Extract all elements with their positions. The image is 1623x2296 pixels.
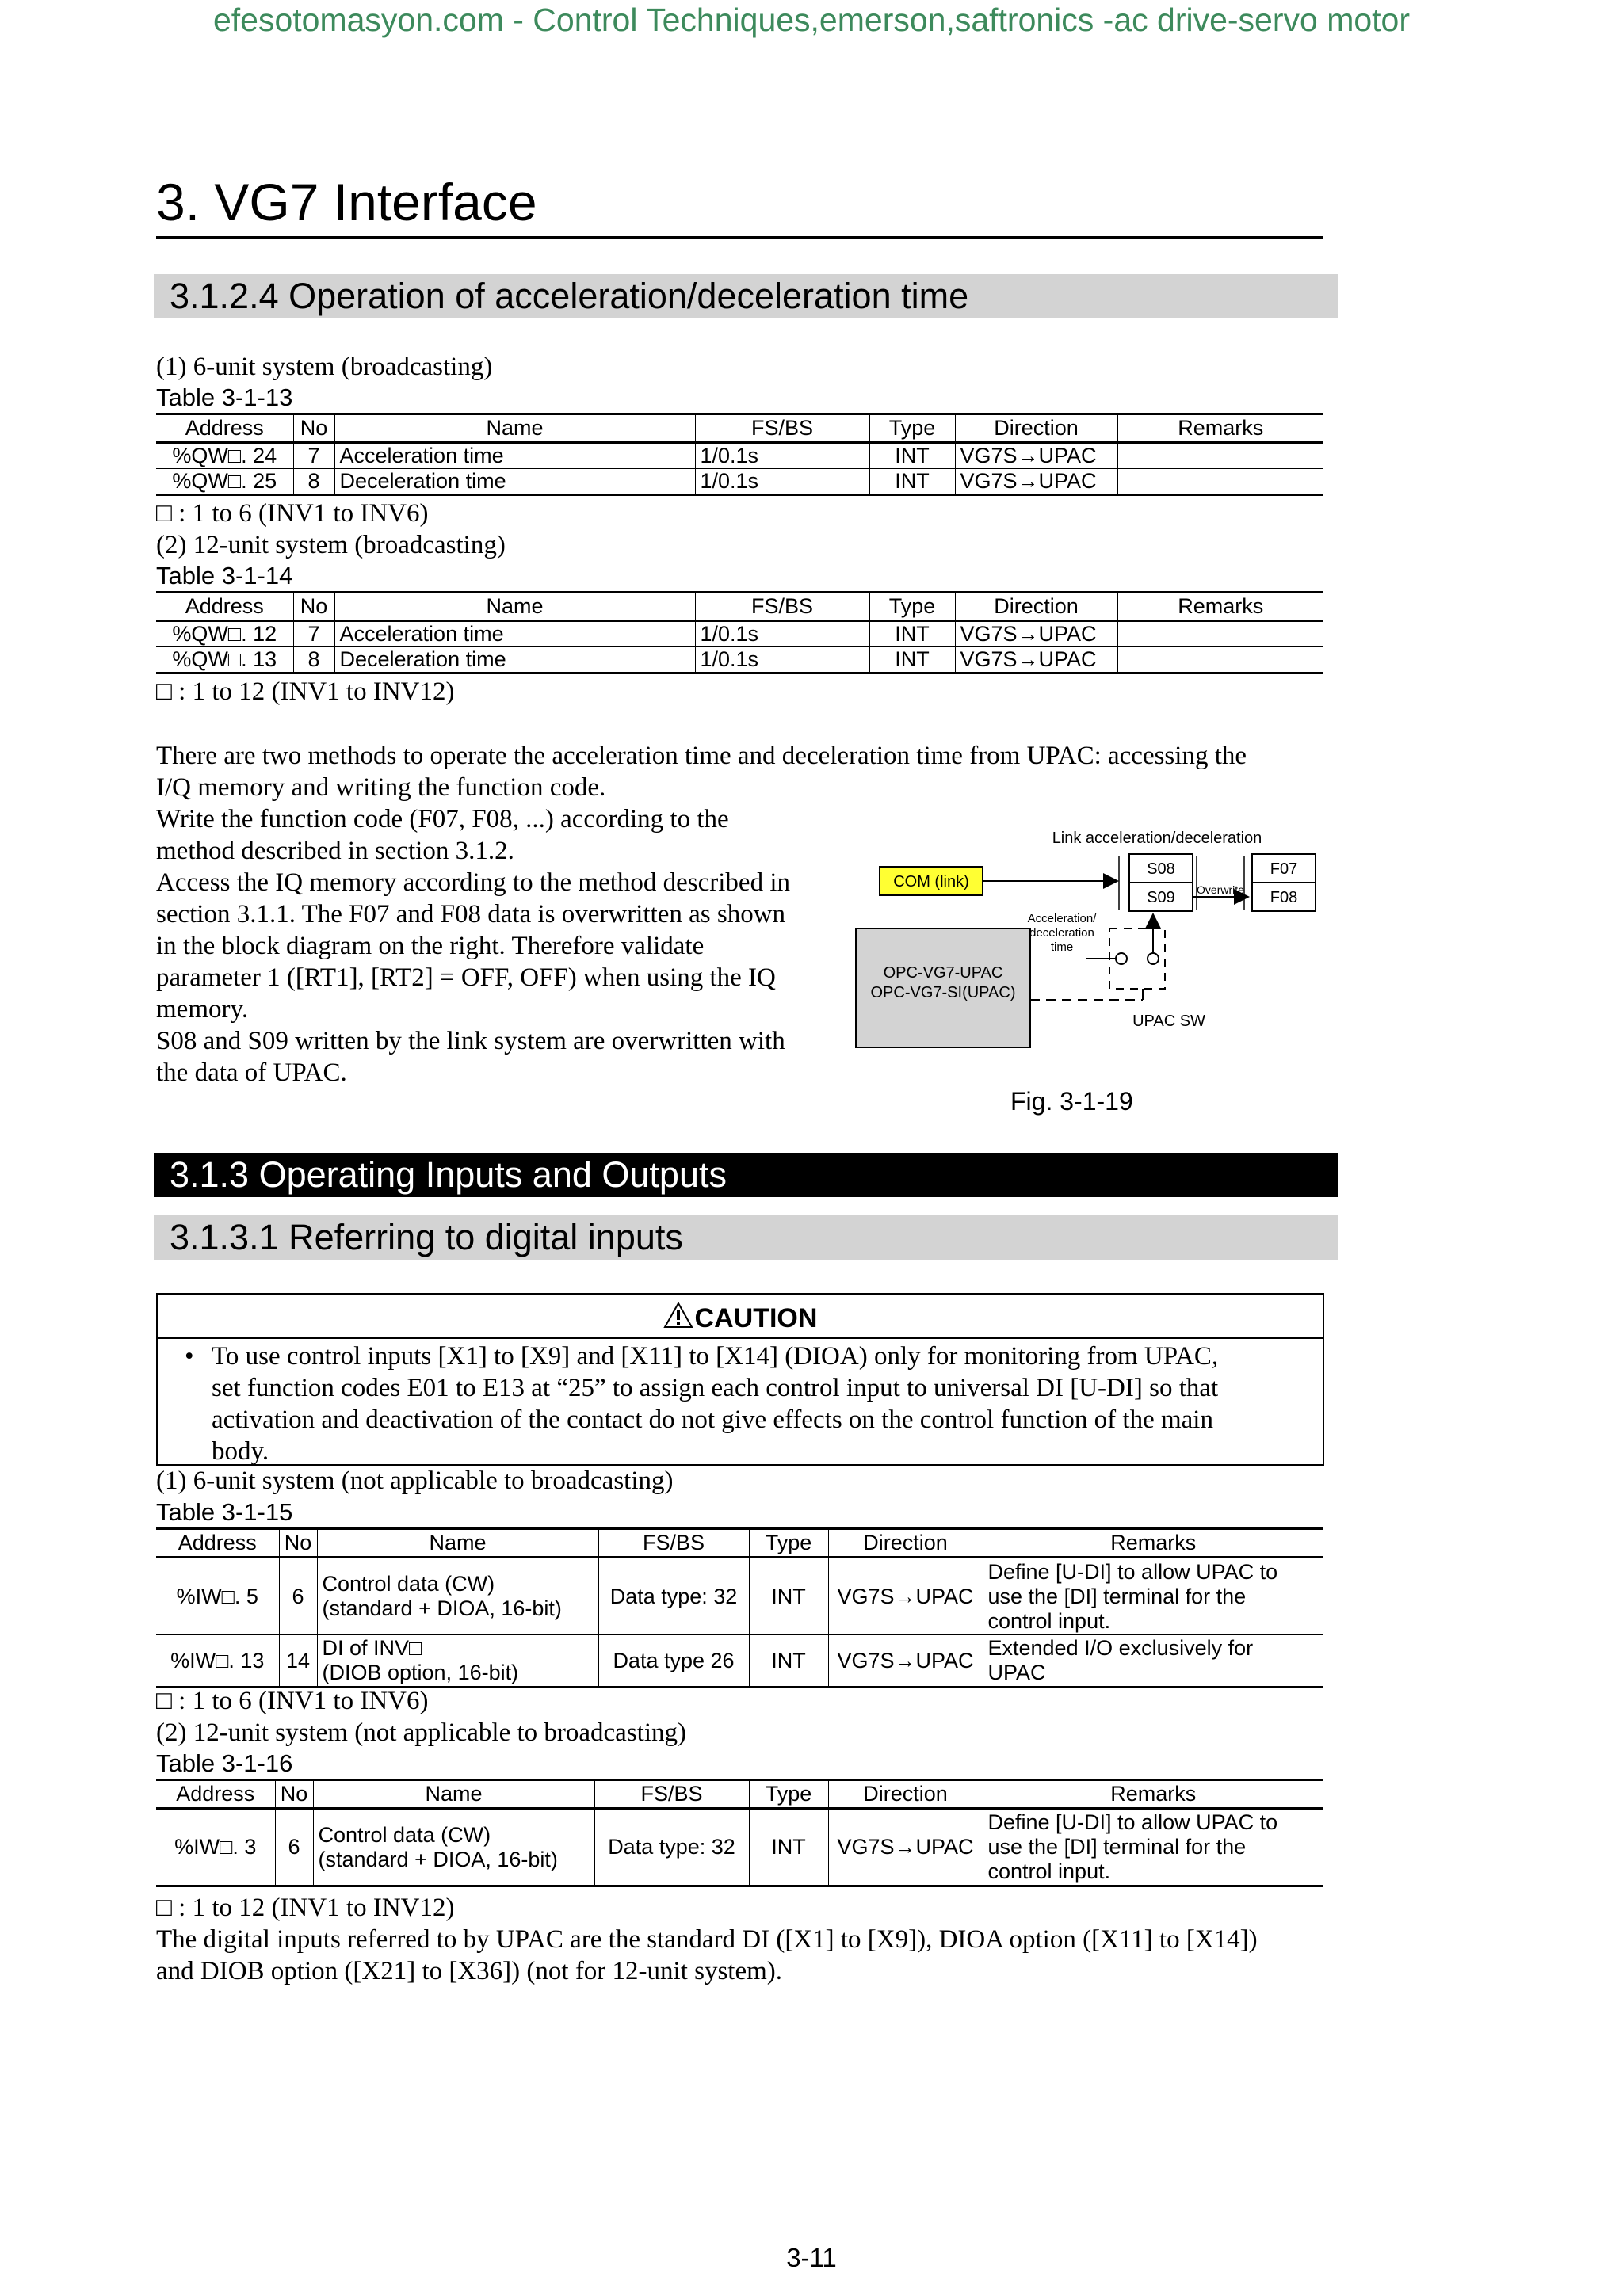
table-cell: INT	[749, 1558, 828, 1635]
table-cell: 6	[275, 1809, 313, 1886]
col-header: Remarks	[1117, 593, 1323, 621]
col-header: Direction	[955, 414, 1117, 443]
col-header: Remarks	[1117, 414, 1323, 443]
col-header: Type	[869, 593, 955, 621]
table-cell	[313, 1809, 594, 1886]
table-cell: 1/0.1s	[695, 647, 869, 673]
table-row	[156, 1635, 1323, 1688]
table-cell: VG7S→UPAC	[828, 1635, 983, 1688]
cell-line: Control data (CW)	[322, 1572, 495, 1596]
table-cell: Deceleration time	[334, 469, 695, 495]
table-cell: %QW□. 12	[156, 621, 293, 647]
col-header: Direction	[955, 593, 1117, 621]
warning-icon	[663, 1302, 693, 1329]
paragraph-line: Access the IQ memory according to the method described in	[156, 868, 790, 897]
paragraph-line: parameter 1 ([RT1], [RT2] = OFF, OFF) when using the IQ	[156, 963, 776, 992]
table-cell: INT	[869, 621, 955, 647]
col-header: Name	[334, 414, 695, 443]
table-row	[156, 469, 1323, 495]
f07-label: F07	[1270, 860, 1298, 878]
section-heading-io: 3.1.3 Operating Inputs and Outputs	[154, 1153, 1338, 1197]
caution-line: body.	[212, 1437, 269, 1466]
paragraph-line: Write the function code (F07, F08, ...) according to the	[156, 805, 729, 833]
subheading-12-unit-io: (2) 12-unit system (not applicable to broadcasting)	[156, 1718, 686, 1747]
accel-label-1: Acceleration/	[1027, 912, 1097, 925]
paragraph-line: the data of UPAC.	[156, 1058, 347, 1087]
table-3-1-16	[156, 1779, 1323, 1887]
site-banner[interactable]: efesotomasyon.com - Control Techniques,emerson,saftronics -ac drive-servo motor	[212, 2, 1411, 38]
table-3-1-15	[156, 1527, 1323, 1688]
table-cell: %IW□. 5	[156, 1558, 279, 1635]
table-caption-3-1-16: Table 3-1-16	[156, 1749, 293, 1777]
subheading-6-unit-io: (1) 6-unit system (not applicable to broadcasting)	[156, 1466, 674, 1495]
cell-line: control input.	[987, 1859, 1111, 1883]
table-cell: 8	[293, 469, 334, 495]
caution-title: CAUTION	[694, 1303, 818, 1333]
block-diagram	[848, 824, 1323, 1054]
table-cell: Deceleration time	[334, 647, 695, 673]
col-header: Type	[749, 1529, 828, 1558]
table-3-1-14	[156, 591, 1323, 674]
paragraph-line: The digital inputs referred to by UPAC are the standard DI ([X1] to [X9]), DIOA option ([X11] to [X14])	[156, 1925, 1258, 1954]
table-cell: INT	[749, 1809, 828, 1886]
caution-header	[158, 1295, 1323, 1339]
cell-line: DI of INV□	[322, 1636, 422, 1660]
table-cell	[317, 1558, 598, 1635]
table-row	[156, 443, 1323, 469]
table-caption-3-1-14: Table 3-1-14	[156, 562, 293, 589]
caution-line: To use control inputs [X1] to [X9] and [X11] to [X14] (DIOA) only for monitoring from UPAC,	[212, 1342, 1219, 1371]
table-cell: 14	[279, 1635, 317, 1688]
section-heading-accel: 3.1.2.4 Operation of acceleration/deceleration time	[154, 274, 1338, 318]
table-cell	[1117, 469, 1323, 495]
cell-line: Control data (CW)	[318, 1822, 491, 1847]
table-cell: INT	[869, 443, 955, 469]
paragraph-line: section 3.1.1. The F07 and F08 data is overwritten as shown	[156, 900, 786, 929]
table-row	[156, 1558, 1323, 1635]
col-header: Type	[869, 414, 955, 443]
table-cell: VG7S→UPAC	[828, 1809, 983, 1886]
cell-line: Define [U-DI] to allow UPAC to	[987, 1559, 1278, 1584]
figure-caption: Fig. 3-1-19	[1010, 1087, 1133, 1116]
table-3-1-13	[156, 413, 1323, 496]
cell-line: Define [U-DI] to allow UPAC to	[987, 1810, 1278, 1834]
cell-line: UPAC	[987, 1661, 1046, 1684]
bullet: •	[185, 1342, 194, 1371]
chapter-title: 3. VG7 Interface	[156, 168, 1323, 239]
col-header: Name	[334, 593, 695, 621]
paragraph-line: memory.	[156, 995, 249, 1024]
table-cell: VG7S→UPAC	[955, 647, 1117, 673]
table-cell: Data type: 32	[598, 1558, 749, 1635]
table-cell	[1117, 647, 1323, 673]
note-12-unit-io: □ : 1 to 12 (INV1 to INV12)	[156, 1894, 455, 1922]
upac-sw-label: UPAC SW	[1132, 1013, 1205, 1030]
col-header: Name	[313, 1780, 594, 1809]
table-cell: %QW□. 25	[156, 469, 293, 495]
cell-line: use the [DI] terminal for the	[987, 1584, 1247, 1608]
table-cell: Acceleration time	[334, 443, 695, 469]
table-cell: INT	[749, 1635, 828, 1688]
col-header: Type	[749, 1780, 828, 1809]
opc-label-2: OPC-VG7-SI(UPAC)	[870, 984, 1016, 1001]
cell-line: (standard + DIOA, 16-bit)	[318, 1847, 558, 1871]
accel-label-2: deceleration	[1029, 926, 1094, 940]
col-header: Address	[156, 1780, 275, 1809]
note-12-unit: □ : 1 to 12 (INV1 to INV12)	[156, 677, 455, 706]
table-caption-3-1-13: Table 3-1-13	[156, 383, 293, 411]
col-header: Remarks	[983, 1529, 1323, 1558]
cell-line: use the [DI] terminal for the	[987, 1835, 1247, 1859]
col-header: No	[293, 414, 334, 443]
col-header: Address	[156, 593, 293, 621]
note-6-unit-io: □ : 1 to 6 (INV1 to INV6)	[156, 1687, 429, 1715]
table-cell: 1/0.1s	[695, 443, 869, 469]
col-header: Direction	[828, 1780, 983, 1809]
table-cell: 8	[293, 647, 334, 673]
table-cell	[983, 1558, 1323, 1635]
cell-line: Extended I/O exclusively for	[987, 1636, 1254, 1660]
table-cell: %QW□. 24	[156, 443, 293, 469]
table-cell	[1117, 443, 1323, 469]
table-cell	[1117, 621, 1323, 647]
paragraph-line: method described in section 3.1.2.	[156, 837, 514, 865]
paragraph-line: in the block diagram on the right. Therefore validate	[156, 932, 705, 960]
caution-box	[156, 1293, 1324, 1466]
subsection-heading-digital-inputs: 3.1.3.1 Referring to digital inputs	[154, 1215, 1338, 1260]
table-cell: 7	[293, 621, 334, 647]
col-header: FS/BS	[594, 1780, 749, 1809]
table-cell: %QW□. 13	[156, 647, 293, 673]
subheading-6-unit: (1) 6-unit system (broadcasting)	[156, 353, 493, 381]
table-cell: 7	[293, 443, 334, 469]
s08-label: S08	[1147, 860, 1175, 878]
table-row	[156, 1809, 1323, 1886]
f08-label: F08	[1270, 889, 1298, 906]
table-cell: INT	[869, 469, 955, 495]
table-cell: Data type: 32	[594, 1809, 749, 1886]
subheading-12-unit: (2) 12-unit system (broadcasting)	[156, 531, 506, 559]
diagram-title: Link acceleration/deceleration	[1052, 830, 1262, 847]
table-cell	[317, 1635, 598, 1688]
col-header: Direction	[828, 1529, 983, 1558]
cell-line: (DIOB option, 16-bit)	[322, 1661, 519, 1684]
col-header: No	[275, 1780, 313, 1809]
caution-text	[185, 1341, 1299, 1467]
table-row	[156, 621, 1323, 647]
table-cell: VG7S→UPAC	[955, 621, 1117, 647]
table-row	[156, 647, 1323, 673]
table-cell: 1/0.1s	[695, 621, 869, 647]
page-number: 3-11	[786, 2243, 837, 2272]
cell-line: control input.	[987, 1608, 1111, 1633]
table-cell	[983, 1809, 1323, 1886]
table-cell: INT	[869, 647, 955, 673]
table-cell: VG7S→UPAC	[955, 443, 1117, 469]
col-header: Name	[317, 1529, 598, 1558]
col-header: No	[279, 1529, 317, 1558]
paragraph-line: S08 and S09 written by the link system are overwritten with	[156, 1027, 785, 1055]
table-cell: Acceleration time	[334, 621, 695, 647]
col-header: Address	[156, 414, 293, 443]
table-cell: VG7S→UPAC	[955, 469, 1117, 495]
s09-label: S09	[1147, 889, 1175, 906]
table-caption-3-1-15: Table 3-1-15	[156, 1498, 293, 1526]
caution-line: set function codes E01 to E13 at “25” to assign each control input to universal DI [U-DI] so that	[212, 1374, 1219, 1402]
col-header: No	[293, 593, 334, 621]
table-cell: 1/0.1s	[695, 469, 869, 495]
overwrite-label: Overwrite	[1197, 883, 1244, 896]
com-link-label: COM (link)	[893, 873, 969, 891]
table-cell: VG7S→UPAC	[828, 1558, 983, 1635]
accel-label-3: time	[1050, 940, 1074, 954]
paragraph-line: I/Q memory and writing the function code.	[156, 773, 606, 802]
col-header: Remarks	[983, 1780, 1323, 1809]
table-cell	[983, 1635, 1323, 1688]
paragraph-line: There are two methods to operate the acceleration time and deceleration time from UPAC: accessing the	[156, 742, 1247, 770]
table-cell: Data type 26	[598, 1635, 749, 1688]
caution-line: activation and deactivation of the contact do not give effects on the control function of the main	[212, 1405, 1213, 1434]
table-cell: 6	[279, 1558, 317, 1635]
col-header: FS/BS	[695, 414, 869, 443]
paragraph-line: and DIOB option ([X21] to [X36]) (not for 12-unit system).	[156, 1957, 783, 1985]
table-cell: %IW□. 13	[156, 1635, 279, 1688]
table-cell: %IW□. 3	[156, 1809, 275, 1886]
col-header: FS/BS	[695, 593, 869, 621]
cell-line: (standard + DIOA, 16-bit)	[322, 1596, 562, 1620]
note-6-unit: □ : 1 to 6 (INV1 to INV6)	[156, 499, 429, 528]
col-header: FS/BS	[598, 1529, 749, 1558]
col-header: Address	[156, 1529, 279, 1558]
opc-label-1: OPC-VG7-UPAC	[883, 964, 1003, 982]
